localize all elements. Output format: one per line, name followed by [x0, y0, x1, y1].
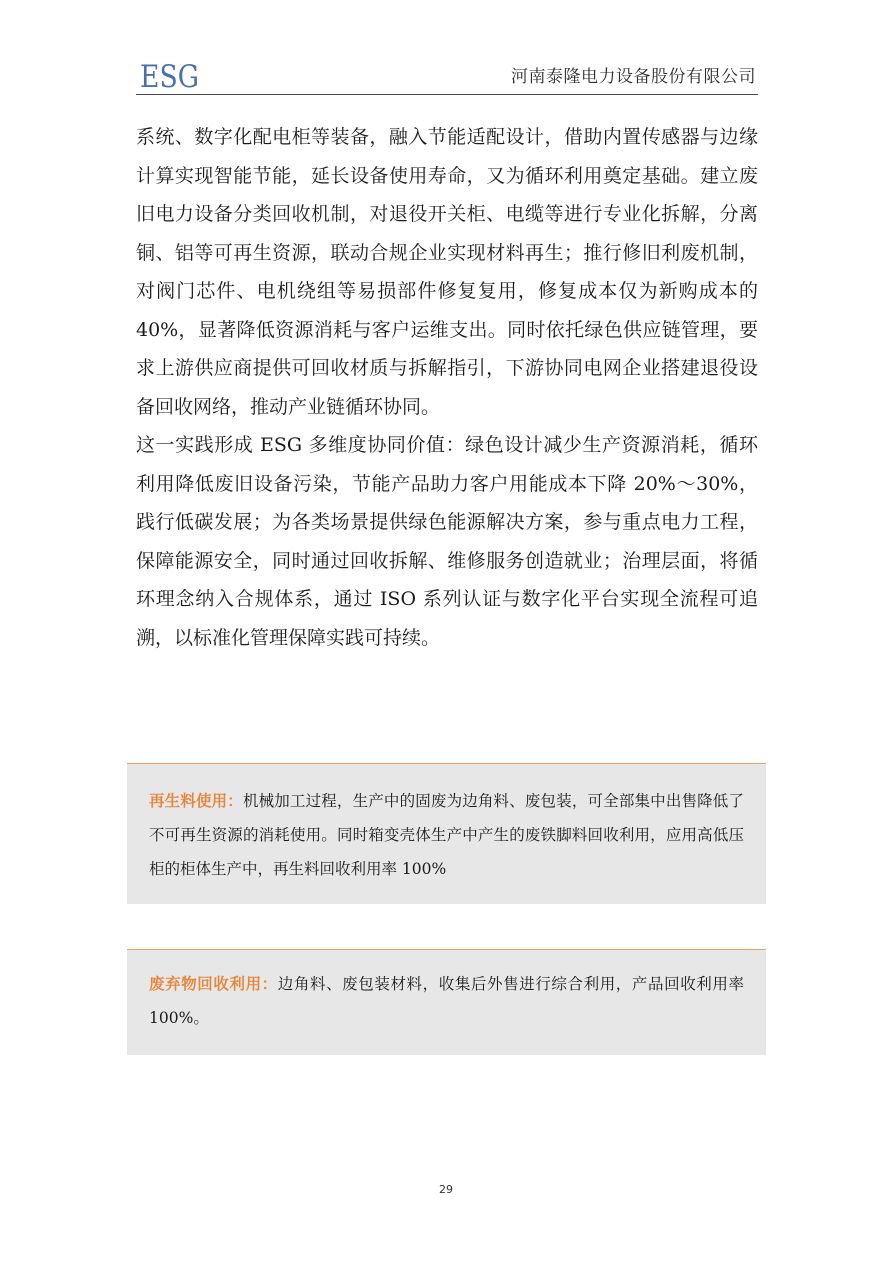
recycled-material-label: 再生料使用： — [149, 792, 243, 810]
recycled-material-text: 机械加工过程，生产中的固废为边角料、废包装，可全部集中出售降低了不可再生资源的消耗使用。同时箱变壳体生产中产生的废铁脚料回收利用，应用高低压柜的柜体生产中，再生料回收利用率 100% — [149, 792, 744, 878]
recycled-material-box — [127, 763, 766, 904]
page-number: 29 — [439, 1183, 453, 1196]
esg-logo: ESG — [140, 59, 200, 95]
paragraph-1: 系统、数字化配电柜等装备，融入节能适配设计，借助内置传感器与边缘计算实现智能节能，延长设备使用寿命，又为循环利用奠定基础。建立废旧电力设备分类回收机制，对退役开关柜、电缆等进行专业化拆解，分离铜、铝等可再生资源，联动合规企业实现材料再生；推行修旧利废机制，对阀门芯件、电机绕组等易损部件修复复用，修复成本仅为新购成本的 40%，显著降低资源消耗与客户运维支出。同时依托绿色供应链管理，要求上游供应商提供可回收材质与拆解指引，下游协同电网企业搭建退役设备回收网络，推动产业链循环协同。 — [136, 126, 758, 418]
paragraph-2: 这一实践形成 ESG 多维度协同价值：绿色设计减少生产资源消耗，循环利用降低废旧设备污染，节能产品助力客户用能成本下降 20%～30%，践行低碳发展；为各类场景提供绿色能源解决方案，参与重点电力工程，保障能源安全，同时通过回收拆解、维修服务创造就业；治理层面，将循环理念纳入合规体系，通过 ISO 系列认证与数字化平台实现全流程可追溯，以标准化管理保障实践可持续。 — [136, 434, 758, 649]
waste-recycling-label: 废弃物回收利用： — [149, 975, 278, 993]
company-name: 河南泰隆电力设备股份有限公司 — [511, 67, 756, 87]
main-text — [136, 118, 758, 657]
page-header — [136, 58, 758, 95]
waste-recycling-text: 边角料、废包装材料，收集后外售进行综合利用，产品回收利用率 100%。 — [149, 975, 744, 1027]
waste-recycling-box — [127, 949, 766, 1055]
